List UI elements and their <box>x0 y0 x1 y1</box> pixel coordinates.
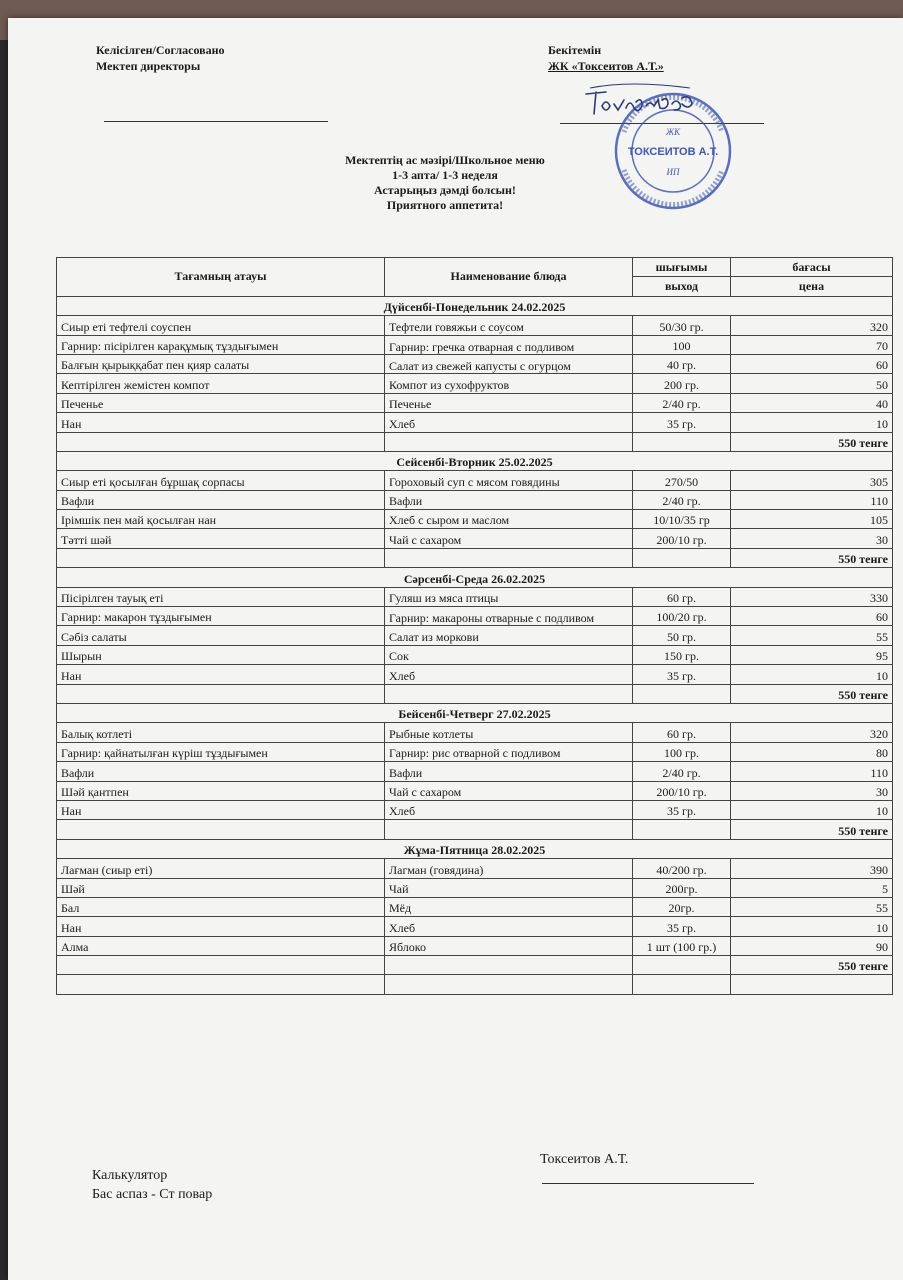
dish-name-kz: Шәй қантпен <box>57 781 385 800</box>
dish-price: 10 <box>731 665 893 684</box>
dish-price: 330 <box>731 587 893 606</box>
day-section-row <box>57 703 893 722</box>
table-row <box>57 626 893 645</box>
dish-price: 105 <box>731 510 893 529</box>
dish-name-kz: Сиыр еті қосылған бұршақ сорпасы <box>57 471 385 490</box>
dish-output: 10/10/35 гр <box>633 510 731 529</box>
menu-title-line4: Приятного аппетита! <box>386 198 504 212</box>
dish-name-kz: Бал <box>57 897 385 916</box>
dish-output: 200гр. <box>633 878 731 897</box>
total-empty-cell <box>633 548 731 567</box>
dish-output: 200 гр. <box>633 374 731 393</box>
table-row <box>57 607 893 626</box>
dish-price: 70 <box>731 335 893 354</box>
dish-name-kz: Сиыр еті тефтелі соуспен <box>57 316 385 335</box>
dish-price: 80 <box>731 742 893 761</box>
table-row <box>57 316 893 335</box>
dish-name-ru: Яблоко <box>385 936 633 955</box>
dish-output: 35 гр. <box>633 800 731 819</box>
menu-title-line3: Астарыңыз дәмді болсын! <box>374 183 516 197</box>
total-empty-cell <box>57 820 385 839</box>
empty-row <box>57 975 893 994</box>
dish-price: 10 <box>731 917 893 936</box>
dish-name-kz: Шәй <box>57 878 385 897</box>
table-row <box>57 393 893 412</box>
dish-name-ru: Печенье <box>385 393 633 412</box>
dish-name-ru: Чай <box>385 878 633 897</box>
stamp-name-text: ТОКСЕИТОВ А.Т. <box>627 146 719 158</box>
handwritten-signature <box>582 80 702 120</box>
dish-price: 10 <box>731 413 893 432</box>
table-row <box>57 510 893 529</box>
day-total: 550 тенге <box>731 684 893 703</box>
dish-output: 100 гр. <box>633 742 731 761</box>
approve-label: Бекітемін <box>548 43 602 57</box>
dish-price: 305 <box>731 471 893 490</box>
table-row <box>57 723 893 742</box>
dish-name-ru: Хлеб <box>385 413 633 432</box>
dish-name-ru: Гуляш из мяса птицы <box>385 587 633 606</box>
dish-price: 60 <box>731 607 893 626</box>
dish-name-ru: Лагман (говядина) <box>385 859 633 878</box>
table-row <box>57 936 893 955</box>
total-empty-cell <box>385 820 633 839</box>
day-total: 550 тенге <box>731 956 893 975</box>
dish-name-ru: Вафли <box>385 490 633 509</box>
empty-cell <box>731 975 893 994</box>
dish-price: 110 <box>731 762 893 781</box>
day-title: Бейсенбі-Четверг 27.02.2025 <box>57 703 893 722</box>
dish-name-ru: Вафли <box>385 762 633 781</box>
dish-price: 55 <box>731 897 893 916</box>
dish-name-kz: Балық котлеті <box>57 723 385 742</box>
total-empty-cell <box>57 548 385 567</box>
table-row <box>57 645 893 664</box>
table-row <box>57 335 893 354</box>
total-empty-cell <box>385 956 633 975</box>
dish-name-ru: Чай с сахаром <box>385 529 633 548</box>
dish-name-kz: Гарнир: қайнатылған күріш тұздығымен <box>57 742 385 761</box>
day-total: 550 тенге <box>731 432 893 451</box>
total-empty-cell <box>57 432 385 451</box>
empty-cell <box>633 975 731 994</box>
dish-name-ru: Рыбные котлеты <box>385 723 633 742</box>
dish-price: 90 <box>731 936 893 955</box>
agreed-label: Келісілген/Согласовано <box>96 43 225 57</box>
dish-output: 1 шт (100 гр.) <box>633 936 731 955</box>
stamp-bottom-text: ИП <box>666 167 680 177</box>
total-row <box>57 820 893 839</box>
total-empty-cell <box>633 820 731 839</box>
dish-price: 50 <box>731 374 893 393</box>
dish-name-ru: Салат из свежей капусты с огурцом <box>385 354 633 373</box>
total-empty-cell <box>385 548 633 567</box>
dish-name-ru: Компот из сухофруктов <box>385 374 633 393</box>
total-row <box>57 432 893 451</box>
dish-output: 50 гр. <box>633 626 731 645</box>
dish-output: 150 гр. <box>633 645 731 664</box>
dish-output: 60 гр. <box>633 723 731 742</box>
table-row <box>57 354 893 373</box>
day-section-row <box>57 839 893 858</box>
table-row <box>57 781 893 800</box>
dish-name-ru: Гарнир: макароны отварные с подливом <box>385 607 633 626</box>
dish-name-kz: Гарнир: пісірілген карақұмық тұздығымен <box>57 335 385 354</box>
footer-chef-label: Бас аспаз - Ст повар <box>92 1187 213 1202</box>
stamp-top-text: ЖК <box>665 127 681 137</box>
dish-output: 200/10 гр. <box>633 781 731 800</box>
dish-name-kz: Нан <box>57 413 385 432</box>
table-row <box>57 529 893 548</box>
menu-title-block <box>280 153 610 213</box>
total-row <box>57 956 893 975</box>
dish-name-ru: Мёд <box>385 897 633 916</box>
table-row <box>57 374 893 393</box>
table-row <box>57 471 893 490</box>
dish-output: 2/40 гр. <box>633 490 731 509</box>
total-empty-cell <box>633 956 731 975</box>
dish-price: 40 <box>731 393 893 412</box>
dish-name-kz: Кептірілген жемістен компот <box>57 374 385 393</box>
day-title: Дүйсенбі-Понедельник 24.02.2025 <box>57 296 893 315</box>
table-row <box>57 742 893 761</box>
dish-output: 50/30 гр. <box>633 316 731 335</box>
dish-name-kz: Пісірілген тауық еті <box>57 587 385 606</box>
col-header-ru: Наименование блюда <box>385 258 633 297</box>
col-header-output-kz: шығымы <box>633 258 731 277</box>
total-empty-cell <box>633 432 731 451</box>
total-empty-cell <box>633 684 731 703</box>
day-total: 550 тенге <box>731 548 893 567</box>
day-section-row <box>57 568 893 587</box>
table-header-row-1 <box>57 258 893 277</box>
day-section-row <box>57 451 893 470</box>
dish-name-ru: Гарнир: гречка отварная с подливом <box>385 335 633 354</box>
dish-name-ru: Хлеб <box>385 917 633 936</box>
dish-output: 200/10 гр. <box>633 529 731 548</box>
day-section-row <box>57 296 893 315</box>
day-total: 550 тенге <box>731 820 893 839</box>
dish-output: 40/200 гр. <box>633 859 731 878</box>
total-empty-cell <box>57 684 385 703</box>
dish-price: 110 <box>731 490 893 509</box>
dish-name-ru: Хлеб с сыром и маслом <box>385 510 633 529</box>
dish-price: 60 <box>731 354 893 373</box>
director-label: Мектеп директоры <box>96 59 201 73</box>
dish-price: 320 <box>731 316 893 335</box>
col-header-price-kz: бағасы <box>731 258 893 277</box>
menu-title-line2: 1-3 апта/ 1-3 неделя <box>392 168 498 182</box>
table-row <box>57 490 893 509</box>
dish-name-kz: Нан <box>57 800 385 819</box>
approval-block-right <box>548 42 664 74</box>
dish-output: 100/20 гр. <box>633 607 731 626</box>
day-title: Сәрсенбі-Среда 26.02.2025 <box>57 568 893 587</box>
dish-price: 30 <box>731 781 893 800</box>
table-row <box>57 800 893 819</box>
dish-name-ru: Сок <box>385 645 633 664</box>
dish-name-kz: Гарнир: макарон тұздығымен <box>57 607 385 626</box>
dish-name-kz: Шырын <box>57 645 385 664</box>
dish-name-ru: Хлеб <box>385 665 633 684</box>
dish-output: 2/40 гр. <box>633 762 731 781</box>
total-row <box>57 548 893 567</box>
table-row <box>57 897 893 916</box>
entrepreneur-label: ЖК «Токсеитов А.Т.» <box>548 59 664 73</box>
total-empty-cell <box>385 432 633 451</box>
dish-name-ru: Чай с сахаром <box>385 781 633 800</box>
col-header-kz: Тағамның атауы <box>57 258 385 297</box>
dish-name-kz: Алма <box>57 936 385 955</box>
dish-output: 40 гр. <box>633 354 731 373</box>
col-header-output-ru: выход <box>633 277 731 296</box>
dish-price: 10 <box>731 800 893 819</box>
day-title: Жұма-Пятница 28.02.2025 <box>57 839 893 858</box>
total-empty-cell <box>385 684 633 703</box>
empty-cell <box>385 975 633 994</box>
dish-name-kz: Лағман (сиыр еті) <box>57 859 385 878</box>
col-header-price-ru: цена <box>731 277 893 296</box>
dish-output: 20гр. <box>633 897 731 916</box>
empty-cell <box>57 975 385 994</box>
dish-name-kz: Нан <box>57 917 385 936</box>
dish-price: 320 <box>731 723 893 742</box>
table-row <box>57 665 893 684</box>
table-row <box>57 762 893 781</box>
dish-name-kz: Тәтті шәй <box>57 529 385 548</box>
dish-name-ru: Гороховый суп с мясом говядины <box>385 471 633 490</box>
day-title: Сейсенбі-Вторник 25.02.2025 <box>57 451 893 470</box>
dish-name-ru: Тефтели говяжьи с соусом <box>385 316 633 335</box>
table-row <box>57 917 893 936</box>
menu-title-line1: Мектептің ас мәзірі/Школьное меню <box>345 153 545 167</box>
menu-table <box>56 257 893 995</box>
dish-output: 35 гр. <box>633 413 731 432</box>
dish-name-ru: Гарнир: рис отварной с подливом <box>385 742 633 761</box>
dish-name-kz: Ірімшік пен май қосылған нан <box>57 510 385 529</box>
dish-name-kz: Нан <box>57 665 385 684</box>
dish-name-ru: Салат из моркови <box>385 626 633 645</box>
dish-output: 35 гр. <box>633 917 731 936</box>
dish-output: 60 гр. <box>633 587 731 606</box>
dish-output: 2/40 гр. <box>633 393 731 412</box>
dish-name-kz: Сәбіз салаты <box>57 626 385 645</box>
table-row <box>57 859 893 878</box>
dish-output: 270/50 <box>633 471 731 490</box>
director-signature-line <box>104 121 328 122</box>
dish-name-kz: Вафли <box>57 762 385 781</box>
total-empty-cell <box>57 956 385 975</box>
total-row <box>57 684 893 703</box>
dish-price: 30 <box>731 529 893 548</box>
dish-price: 390 <box>731 859 893 878</box>
dish-price: 55 <box>731 626 893 645</box>
dish-name-kz: Балғын қырыққабат пен қияр салаты <box>57 354 385 373</box>
footer-signature-line <box>542 1183 754 1184</box>
footer-calc-label: Калькулятор <box>92 1168 168 1183</box>
table-row <box>57 878 893 897</box>
dish-output: 35 гр. <box>633 665 731 684</box>
approval-block-left <box>96 42 225 74</box>
footer-chef-name: Токсеитов А.Т. <box>540 1152 629 1167</box>
dish-name-kz: Печенье <box>57 393 385 412</box>
dish-output: 100 <box>633 335 731 354</box>
dish-price: 5 <box>731 878 893 897</box>
dish-price: 95 <box>731 645 893 664</box>
table-row <box>57 413 893 432</box>
table-row <box>57 587 893 606</box>
dish-name-kz: Вафли <box>57 490 385 509</box>
dish-name-ru: Хлеб <box>385 800 633 819</box>
